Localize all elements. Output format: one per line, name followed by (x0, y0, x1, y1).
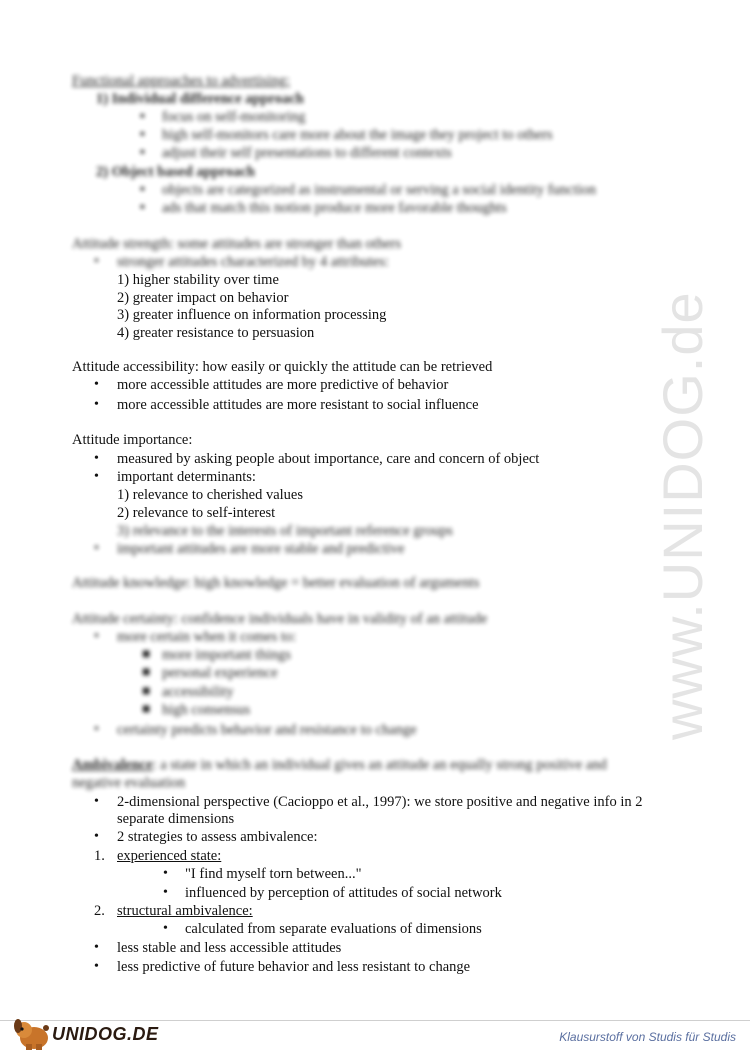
ambivalence-definition-cont: negative evaluation (72, 775, 186, 791)
bullet-icon: • (94, 794, 99, 809)
bullet-icon: • (94, 254, 99, 269)
bullet-icon: • (94, 959, 99, 974)
bullet-icon: • (163, 921, 168, 936)
bullet-icon: • (94, 940, 99, 955)
bullet-icon: • (94, 829, 99, 844)
list-number: 2. (94, 903, 105, 919)
list-item: 1) higher stability over time (117, 272, 279, 288)
section-heading: Attitude certainty: confidence individuals have in validity of an attitude (72, 611, 488, 627)
bullet-icon: ■ (142, 702, 151, 717)
bullet-icon: ■ (142, 684, 151, 699)
bullet-icon: • (94, 541, 99, 556)
section-heading: Attitude strength: some attitudes are stronger than others (72, 236, 401, 252)
list-item: more accessible attitudes are more resistant to social influence (117, 397, 479, 413)
bullet-icon: ▪ (140, 127, 145, 142)
section-heading: Attitude importance: (72, 432, 193, 448)
footer-tagline: Klausurstoff von Studis für Studis (559, 1030, 736, 1044)
ambivalence-definition: : a state in which an individual gives an attitude an equally strong positive and (152, 757, 607, 773)
list-item: experienced state: (117, 848, 222, 864)
section-heading: Functional approaches to advertising: (72, 73, 290, 89)
list-item: 2) Object based approach (96, 164, 255, 180)
list-item: accessibility (162, 684, 234, 700)
list-item: more certain when it comes to: (117, 629, 297, 645)
bullet-icon: ■ (142, 665, 151, 680)
section-heading: Attitude knowledge: high knowledge = better evaluation of arguments (72, 575, 480, 591)
list-item: focus on self-monitoring (162, 109, 306, 125)
list-item: 2) greater impact on behavior (117, 290, 289, 306)
watermark (650, 291, 750, 805)
list-item: important attitudes are more stable and predictive (117, 541, 405, 557)
bullet-icon: • (163, 866, 168, 881)
ambivalence-term: Ambivalence (72, 757, 153, 773)
list-item: measured by asking people about importance, care and concern of object (117, 451, 540, 467)
list-item: 4) greater resistance to persuasion (117, 325, 315, 341)
bullet-icon: • (163, 885, 168, 900)
list-item: influenced by perception of attitudes of social network (185, 885, 502, 901)
bullet-icon: ▪ (140, 145, 145, 160)
list-item: personal experience (162, 665, 278, 681)
list-item: 2 strategies to assess ambivalence: (117, 829, 318, 845)
list-item: 3) relevance to the interests of important reference groups (117, 523, 453, 539)
bullet-icon: • (94, 629, 99, 644)
list-item: adjust their self presentations to different contexts (162, 145, 452, 161)
bullet-icon: ▪ (140, 109, 145, 124)
bullet-icon: ▪ (140, 182, 145, 197)
list-item: 1) Individual difference approach (96, 91, 304, 107)
list-item: certainty predicts behavior and resistance to change (117, 722, 417, 738)
bullet-icon: • (94, 722, 99, 737)
list-item: 1) relevance to cherished values (117, 487, 303, 503)
bullet-icon: • (94, 377, 99, 392)
list-number: 1. (94, 848, 105, 864)
watermark-text: www.UNIDOG.de (651, 291, 714, 740)
list-item: objects are categorized as instrumental or serving a social identity function (162, 182, 597, 198)
list-item: high self-monitors care more about the image they project to others (162, 127, 553, 143)
list-item: calculated from separate evaluations of dimensions (185, 921, 482, 937)
list-item: 2) relevance to self-interest (117, 505, 276, 521)
bullet-icon: • (94, 451, 99, 466)
list-item: less stable and less accessible attitudes (117, 940, 342, 956)
list-item: "I find myself torn between..." (185, 866, 362, 882)
list-item: 3) greater influence on information processing (117, 307, 387, 323)
bullet-icon: ■ (142, 647, 151, 662)
list-item: more accessible attitudes are more predictive of behavior (117, 377, 449, 393)
bullet-icon: ▪ (140, 200, 145, 215)
list-item: structural ambivalence: (117, 903, 253, 919)
list-item: 2-dimensional perspective (Cacioppo et al., 1997): we store positive and negative info in 2 (117, 794, 643, 810)
list-item: more important things (162, 647, 291, 663)
list-item: ads that match this notion produce more favorable thoughts (162, 200, 507, 216)
bullet-icon: • (94, 397, 99, 412)
section-heading: Attitude accessibility: how easily or quickly the attitude can be retrieved (72, 359, 493, 375)
list-item: separate dimensions (117, 811, 235, 827)
list-item: less predictive of future behavior and less resistant to change (117, 959, 471, 975)
list-item: high consensus (162, 702, 251, 718)
list-item: stronger attitudes characterized by 4 attributes: (117, 254, 389, 270)
logo-text: UNIDOG.DE (52, 1024, 159, 1044)
bullet-icon: • (94, 469, 99, 484)
list-item: important determinants: (117, 469, 256, 485)
